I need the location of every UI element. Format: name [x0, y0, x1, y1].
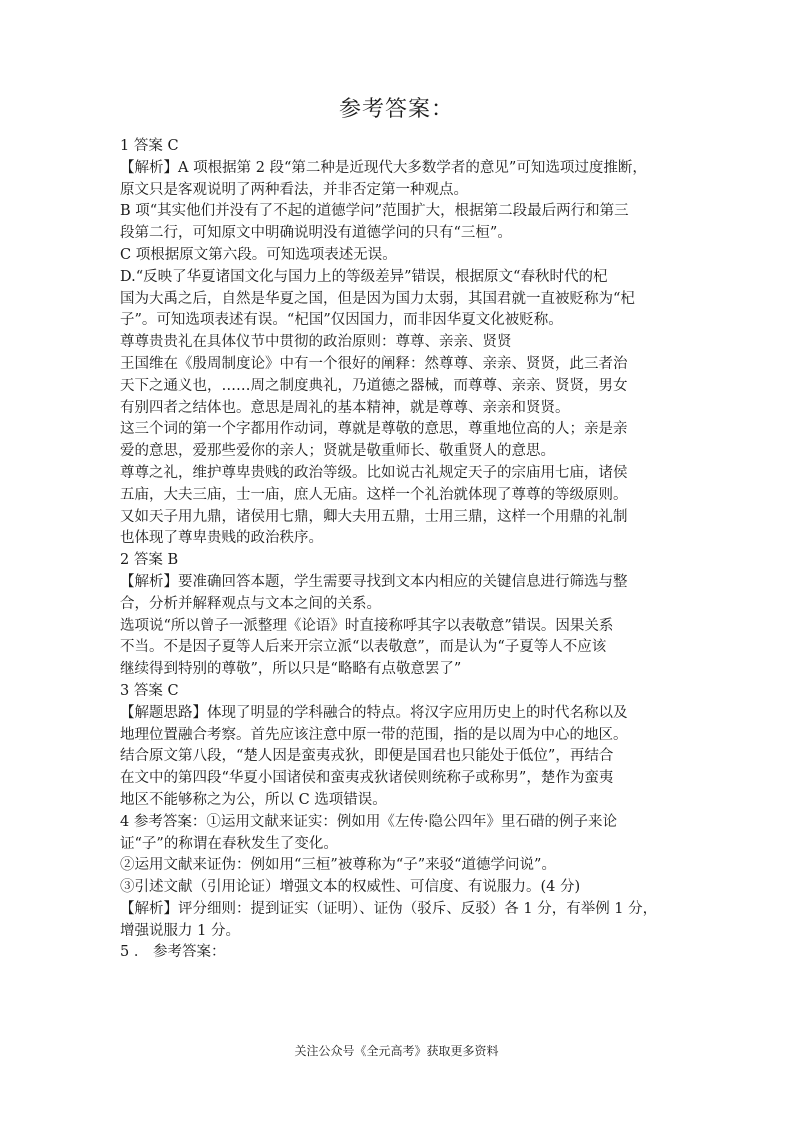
answer-line: 地区不能够称之为公，所以 C 选项错误。 [120, 791, 387, 808]
answer-line: 爱的意思，爱那些爱你的亲人；贤就是敬重师长、敬重贤人的意思。 [120, 443, 555, 460]
answer-line: 5 ． 参考答案： [120, 944, 226, 961]
answer-line: 也体现了尊卑贵贱的政治秩序。 [120, 530, 323, 547]
answer-line: 结合原文第八段，“楚人因是蛮夷戎狄，即便是国君也只能处于低位”，再结合 [120, 748, 614, 765]
answer-line: 【解析】评分细则：提到证实（证明）、证伪（驳斥、反驳）各 1 分，有举例 1 分， [120, 900, 658, 917]
answer-line: C 项根据原文第六段。可知选项表述无误。 [120, 246, 397, 263]
answer-line: 又如天子用九鼎，诸侯用七鼎，卿大夫用五鼎，士用三鼎，这样一个用鼎的礼制 [120, 508, 628, 525]
answer-line: 证“子”的称谓在春秋发生了变化。 [120, 835, 338, 852]
answer-line: 继续得到特别的尊敬”，所以只是“略略有点敬意罢了” [120, 661, 462, 678]
answer-line: 增强说服力 1 分。 [120, 922, 240, 939]
answer-line: 4 参考答案：①运用文献来证实：例如用《左传·隐公四年》里石碏的例子来论 [120, 813, 617, 830]
answer-line: B 项“其实他们并没有了不起的道德学问”范围扩大，根据第二段最后两行和第三 [120, 203, 629, 220]
answer-line: 3 答案 C [120, 682, 179, 699]
answer-line: 段第二行，可知原文中明确说明没有道德学问的只有“三桓”。 [120, 225, 512, 242]
answer-line: 尊尊贵贵礼在具体仪节中贯彻的政治原则：尊尊、亲亲、贤贤 [120, 334, 512, 351]
answer-line: 五庙，大夫三庙，士一庙，庶人无庙。这样一个礼治就体现了尊尊的等级原则。 [120, 486, 628, 503]
answer-line: 王国维在《殷周制度论》中有一个很好的阐释：然尊尊、亲亲、贤贤，此三者治 [120, 355, 628, 372]
answer-line: 尊尊之礼，维护尊卑贵贱的政治等级。比如说古礼规定天子的宗庙用七庙，诸侯 [120, 464, 628, 481]
answer-line: 【解析】要准确回答本题，学生需要寻找到文本内相应的关键信息进行筛选与整 [120, 573, 628, 590]
answer-line: 【解析】A 项根据第 2 段“第二种是近现代大多数学者的意见”可知选项过度推断， [120, 159, 647, 176]
page-title: 参考答案： [338, 97, 454, 122]
answer-line: 在文中的第四段“华夏小国诸侯和蛮夷戎狄诸侯则统称子或称男”，楚作为蛮夷 [120, 770, 614, 787]
answer-line: 不当。不是因子夏等人后来开宗立派“以表敬意”，而是认为“子夏等人不应该 [120, 639, 607, 656]
answer-line: 合，分析并解释观点与文本之间的关系。 [120, 595, 381, 612]
answer-line: 原文只是客观说明了两种看法，并非否定第一种观点。 [120, 181, 468, 198]
answer-line: 这三个词的第一个字都用作动词，尊就是尊敬的意思，尊重地位高的人；亲是亲 [120, 421, 628, 438]
answer-line: 2 答案 B [120, 552, 179, 569]
answer-line: 【解题思路】体现了明显的学科融合的特点。将汉字应用历史上的时代名称以及 [120, 704, 628, 721]
answer-line: 子”。可知选项表述有误。“杞国”仅因国力，而非因华夏文化被贬称。 [120, 312, 563, 329]
answer-line: 天下之通义也，……周之制度典礼，乃道德之器械，而尊尊、亲亲、贤贤，男女 [120, 377, 628, 394]
answer-line: D.“反映了华夏诸国文化与国力上的等级差异”错误，根据原文“春秋时代的杞 [120, 268, 608, 285]
answer-body [120, 136, 685, 964]
answer-line: 有别四者之结体也。意思是周礼的基本精神，就是尊尊、亲亲和贤贤。 [120, 399, 570, 416]
answer-line: 地理位置融合考察。首先应该注意中原一带的范围，指的是以周为中心的地区。 [120, 726, 628, 743]
answer-line: ②运用文献来证伪：例如用“三桓”被尊称为“子”来驳“道德学问说”。 [120, 857, 556, 874]
page-footer: 关注公众号《全元高考》获取更多资料 [294, 1044, 499, 1058]
answer-line: 选项说“所以曾子一派整理《论语》时直接称呼其字以表敬意”错误。因果关系 [120, 617, 614, 634]
answer-line: 1 答案 C [120, 138, 179, 154]
answer-line: ③引述文献（引用论证）增强文本的权威性、可信度、有说服力。(4 分) [120, 879, 581, 896]
answer-line: 国为大禹之后，自然是华夏之国，但是因为国力太弱，其国君就一直被贬称为“杞 [120, 290, 635, 307]
